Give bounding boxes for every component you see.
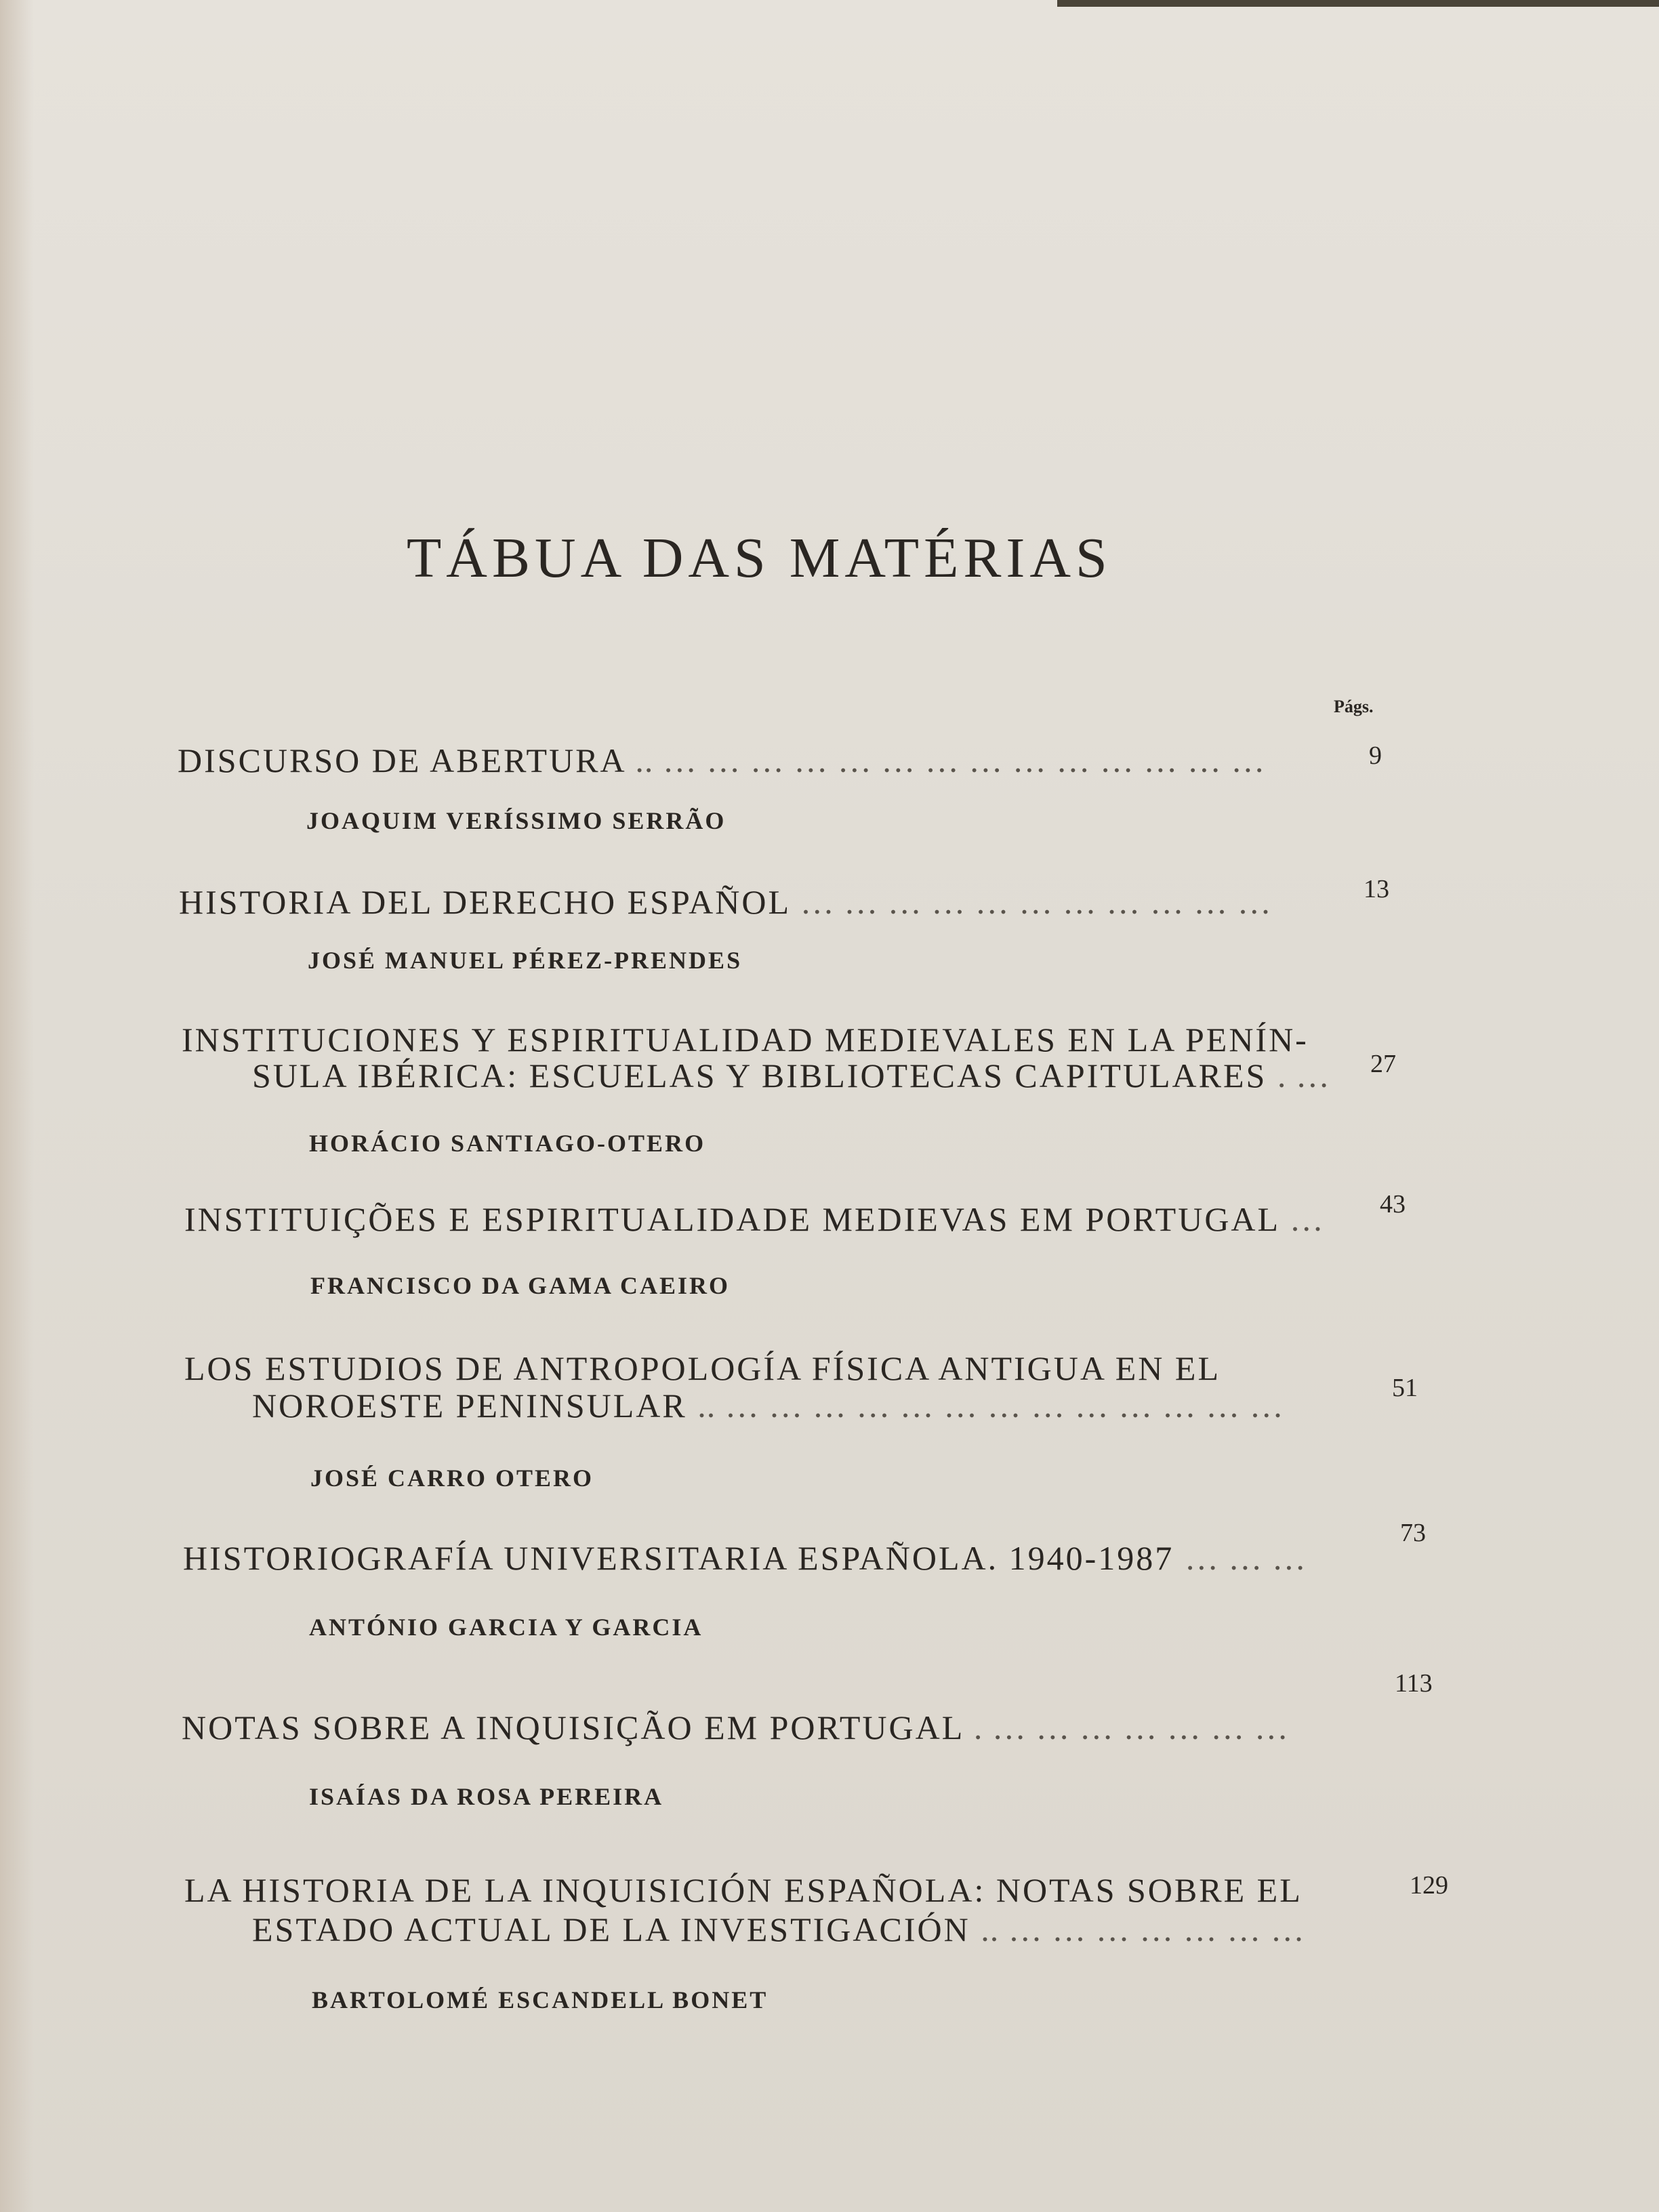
entry-title-line: INSTITUCIONES Y ESPIRITUALIDAD MEDIEVALES EN LA PENÍN-: [182, 1021, 1309, 1059]
entry-page-number: 9: [1369, 741, 1382, 770]
entry-author: FRANCISCO DA GAMA CAEIRO: [310, 1272, 731, 1299]
dot-leader: .. … … … … … … … … … … … … … …: [635, 741, 1266, 779]
entry-author: ISAÍAS DA ROSA PEREIRA: [309, 1783, 664, 1810]
entry-title-line: DISCURSO DE ABERTURA .. … … … … … … … … … … … … … …: [178, 741, 1266, 779]
entry-title-line: LA HISTORIA DE LA INQUISICIÓN ESPAÑOLA: NOTAS SOBRE EL: [184, 1871, 1303, 1909]
entry-page-number: 27: [1370, 1050, 1396, 1078]
dot-leader: …: [1289, 1200, 1324, 1238]
entry-title-line: HISTORIOGRAFÍA UNIVERSITARIA ESPAÑOLA. 1940-1987 … … …: [183, 1539, 1307, 1577]
pages-column-header: Págs.: [1334, 697, 1374, 716]
entry-author: JOSÉ CARRO OTERO: [310, 1465, 594, 1492]
dot-leader: . … … … … … … …: [973, 1708, 1289, 1746]
entry-title-line: SULA IBÉRICA: ESCUELAS Y BIBLIOTECAS CAPITULARES . …: [252, 1057, 1330, 1094]
dot-leader: .. … … … … … … …: [981, 1910, 1305, 1948]
entry-title-line: INSTITUIÇÕES E ESPIRITUALIDADE MEDIEVAS EM PORTUGAL …: [184, 1200, 1324, 1238]
entry-page-number: 13: [1364, 875, 1389, 903]
entry-author: JOAQUIM VERÍSSIMO SERRÃO: [306, 807, 726, 834]
entry-title-line: LOS ESTUDIOS DE ANTROPOLOGÍA FÍSICA ANTIGUA EN EL: [184, 1349, 1221, 1387]
entry-title-line: NOROESTE PENINSULAR .. … … … … … … … … … … … … …: [252, 1387, 1284, 1425]
entry-title-line: NOTAS SOBRE A INQUISIÇÃO EM PORTUGAL . … … … … … … …: [182, 1708, 1289, 1746]
dot-leader: … … … … … … … … … … …: [800, 883, 1272, 921]
entry-title-line: ESTADO ACTUAL DE LA INVESTIGACIÓN .. … … … … … … …: [252, 1910, 1305, 1948]
entry-title-line: HISTORIA DEL DERECHO ESPAÑOL … … … … … … … … … … …: [179, 883, 1272, 921]
dot-leader: … … …: [1184, 1539, 1307, 1577]
page-title: TÁBUA DAS MATÉRIAS: [407, 527, 1112, 590]
entry-author: HORÁCIO SANTIAGO-OTERO: [309, 1130, 706, 1157]
entry-page-number: 113: [1395, 1669, 1433, 1698]
page-top-edge: [1057, 0, 1659, 7]
entry-author: BARTOLOMÉ ESCANDELL BONET: [312, 1986, 769, 2013]
entry-page-number: 73: [1400, 1519, 1426, 1547]
dot-leader: .. … … … … … … … … … … … … …: [697, 1387, 1284, 1425]
entry-page-number: 51: [1392, 1374, 1418, 1402]
entry-page-number: 43: [1380, 1190, 1406, 1218]
entry-author: JOSÉ MANUEL PÉREZ-PRENDES: [308, 947, 743, 974]
entry-author: ANTÓNIO GARCIA Y GARCIA: [309, 1614, 703, 1641]
entry-page-number: 129: [1410, 1871, 1448, 1900]
dot-leader: . …: [1277, 1057, 1330, 1094]
